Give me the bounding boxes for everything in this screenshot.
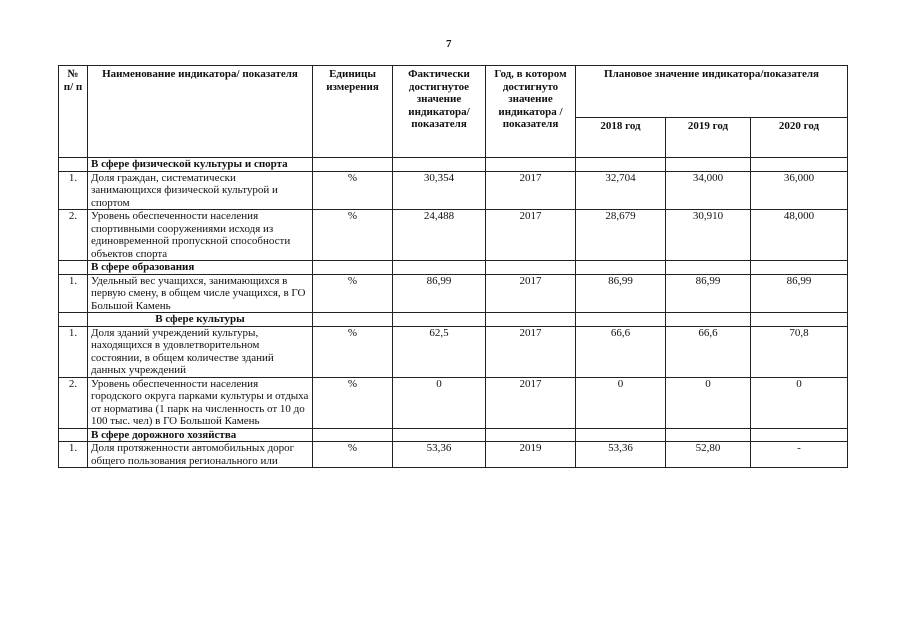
section-title: В сфере дорожного хозяйства (88, 428, 313, 442)
row-unit: % (313, 442, 393, 468)
section-row (59, 261, 848, 275)
row-num: 2. (59, 377, 88, 428)
row-name: Доля зданий учреждений культуры, находящихся в удовлетворительном состоянии, в общем количестве зданий данных учреждений (88, 326, 313, 377)
row-year: 2019 (486, 442, 576, 468)
table-row (59, 210, 848, 261)
header-unit: Единицы измерения (313, 66, 393, 158)
section-title: В сфере физической культуры и спорта (88, 158, 313, 172)
section-row (59, 313, 848, 327)
row-plan-2018: 66,6 (576, 326, 666, 377)
section-row (59, 158, 848, 172)
row-plan-2019: 30,910 (666, 210, 751, 261)
row-plan-2018: 28,679 (576, 210, 666, 261)
header-year: Год, в котором достигнуто значение индикатора /показателя (486, 66, 576, 158)
section-row (59, 428, 848, 442)
row-num: 1. (59, 274, 88, 313)
header-actual: Фактически достигнутое значение индикатора/ показателя (393, 66, 486, 158)
row-num: 1. (59, 442, 88, 468)
row-name: Доля протяженности автомобильных дорог общего пользования регионального или (88, 442, 313, 468)
row-plan-2020: 86,99 (751, 274, 848, 313)
row-plan-2020: 48,000 (751, 210, 848, 261)
table-row (59, 274, 848, 313)
row-plan-2019: 0 (666, 377, 751, 428)
table-row (59, 377, 848, 428)
header-num: № п/ п (59, 66, 88, 158)
row-year: 2017 (486, 274, 576, 313)
page-number: 7 (446, 38, 452, 50)
row-name: Доля граждан, систематически занимающихся физической культурой и спортом (88, 171, 313, 210)
row-unit: % (313, 171, 393, 210)
row-unit: % (313, 377, 393, 428)
header-planned: Плановое значение индикатора/показателя (576, 66, 848, 118)
row-num: 2. (59, 210, 88, 261)
row-year: 2017 (486, 171, 576, 210)
section-title: В сфере образования (88, 261, 313, 275)
row-num: 1. (59, 171, 88, 210)
row-name: Уровень обеспеченности населения городского округа парками культуры и отдыха от норматива (1 парк на численность от 10 до 100 тыс. чел) в ГО Большой Камень (88, 377, 313, 428)
row-unit: % (313, 326, 393, 377)
row-num: 1. (59, 326, 88, 377)
row-unit: % (313, 210, 393, 261)
row-actual: 30,354 (393, 171, 486, 210)
section-title: В сфере культуры (88, 313, 313, 327)
row-plan-2018: 53,36 (576, 442, 666, 468)
row-plan-2018: 0 (576, 377, 666, 428)
row-year: 2017 (486, 377, 576, 428)
header-name: Наименование индикатора/ показателя (88, 66, 313, 158)
table-row (59, 171, 848, 210)
table-row (59, 442, 848, 468)
row-actual: 24,488 (393, 210, 486, 261)
row-plan-2020: 0 (751, 377, 848, 428)
row-plan-2019: 66,6 (666, 326, 751, 377)
row-year: 2017 (486, 326, 576, 377)
row-plan-2019: 34,000 (666, 171, 751, 210)
header-2018: 2018 год (576, 118, 666, 158)
header-2020: 2020 год (751, 118, 848, 158)
row-unit: % (313, 274, 393, 313)
row-name: Удельный вес учащихся, занимающихся в первую смену, в общем числе учащихся, в ГО Большой Камень (88, 274, 313, 313)
row-plan-2018: 86,99 (576, 274, 666, 313)
row-year: 2017 (486, 210, 576, 261)
row-actual: 0 (393, 377, 486, 428)
row-plan-2019: 86,99 (666, 274, 751, 313)
row-plan-2020: 70,8 (751, 326, 848, 377)
row-actual: 86,99 (393, 274, 486, 313)
header-2019: 2019 год (666, 118, 751, 158)
row-plan-2020: 36,000 (751, 171, 848, 210)
row-plan-2019: 52,80 (666, 442, 751, 468)
row-plan-2020: - (751, 442, 848, 468)
table-row (59, 326, 848, 377)
row-actual: 62,5 (393, 326, 486, 377)
row-plan-2018: 32,704 (576, 171, 666, 210)
indicators-table (58, 65, 848, 468)
row-name: Уровень обеспеченности населения спортивными сооружениями исходя из единовременной пропускной способности объектов спорта (88, 210, 313, 261)
row-actual: 53,36 (393, 442, 486, 468)
